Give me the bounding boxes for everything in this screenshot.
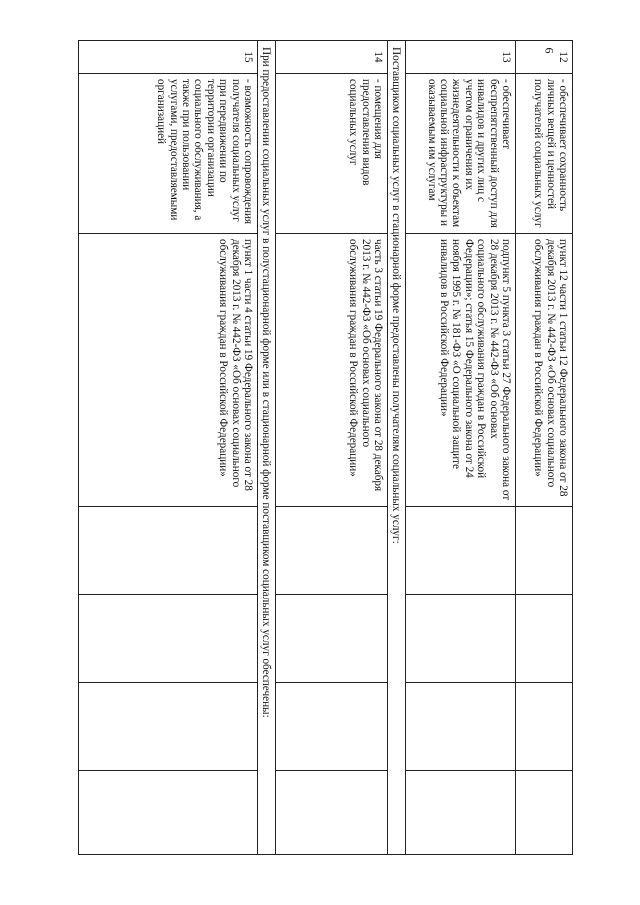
criterion-cell: - помещения для предоставления видов социальных услуг — [276, 74, 387, 234]
empty-cell — [406, 771, 515, 856]
empty-cell — [276, 683, 387, 771]
table-row — [275, 40, 387, 855]
legal-basis-cell: подпункт 5 пункта 3 статьи 27 Федерального закона от 28 декабря 2013 г. № 442-ФЗ «Об основах социального обслуживания граждан в Российской Федерации»; статья 15 Федерального закона от 24 ноября 1995 г. № 181-ФЗ «О социальной защите инвалидов в Российской Федерации» — [406, 234, 515, 507]
criterion-cell: - обеспечивает сохранность личных вещей и ценностей получателей социальных услуг — [516, 74, 572, 234]
empty-cell — [79, 595, 257, 683]
row-number: 15 — [79, 41, 257, 74]
page-number: 6 — [542, 47, 557, 54]
empty-cell — [79, 507, 257, 595]
row-number: 13 — [406, 41, 515, 74]
empty-cell — [276, 595, 387, 683]
empty-cell — [406, 595, 515, 683]
empty-cell — [406, 507, 515, 595]
criterion-cell: - обеспечивает беспрепятственный доступ для инвалидов и других лиц с учетом ограничения их жизнедеятельности к объектам социальной инфраструктуры и оказываемым им услугам — [406, 74, 515, 234]
table-row — [405, 40, 515, 855]
legal-basis-cell: пункт 1 части 4 статьи 19 Федерального закона от 28 декабря 2013 г. № 442-ФЗ «Об основах социального обслуживания граждан в Российской Федерации» — [79, 234, 257, 507]
section-heading: Поставщиком социальных услуг в стационарной форме предоставлены получателям социальных услуг: — [387, 40, 405, 855]
row-number: 14 — [276, 41, 387, 74]
empty-cell — [79, 771, 257, 856]
empty-cell — [276, 507, 387, 595]
empty-cell — [516, 683, 572, 771]
empty-cell — [79, 683, 257, 771]
criterion-cell: - возможность сопровождения получателя социальных услуг при передвижении по территории организации социального обслуживания, а также при пользовании услугами, предоставляемыми организацией — [79, 74, 257, 234]
row-number: 12 — [516, 41, 572, 74]
empty-cell — [516, 507, 572, 595]
table-row — [78, 40, 257, 855]
rotated-table — [78, 40, 573, 855]
empty-cell — [276, 771, 387, 856]
empty-cell — [516, 771, 572, 856]
legal-basis-cell: часть 3 статьи 19 Федерального закона от 28 декабря 2013 г. № 442-ФЗ «Об основах социального обслуживания граждан в Российской Федерации» — [276, 234, 387, 507]
section-heading: При предоставлении социальных услуг в полустационарной форме или в стационарной форме поставщиком социальных услуг обеспечены: — [257, 40, 275, 855]
empty-cell — [516, 595, 572, 683]
empty-cell — [406, 683, 515, 771]
table-row — [515, 40, 573, 855]
legal-basis-cell: пункт 12 части 1 статьи 12 Федерального закона от 28 декабря 2013 г. № 442-ФЗ «Об основах социального обслуживания граждан в Российской Федерации» — [516, 234, 572, 507]
